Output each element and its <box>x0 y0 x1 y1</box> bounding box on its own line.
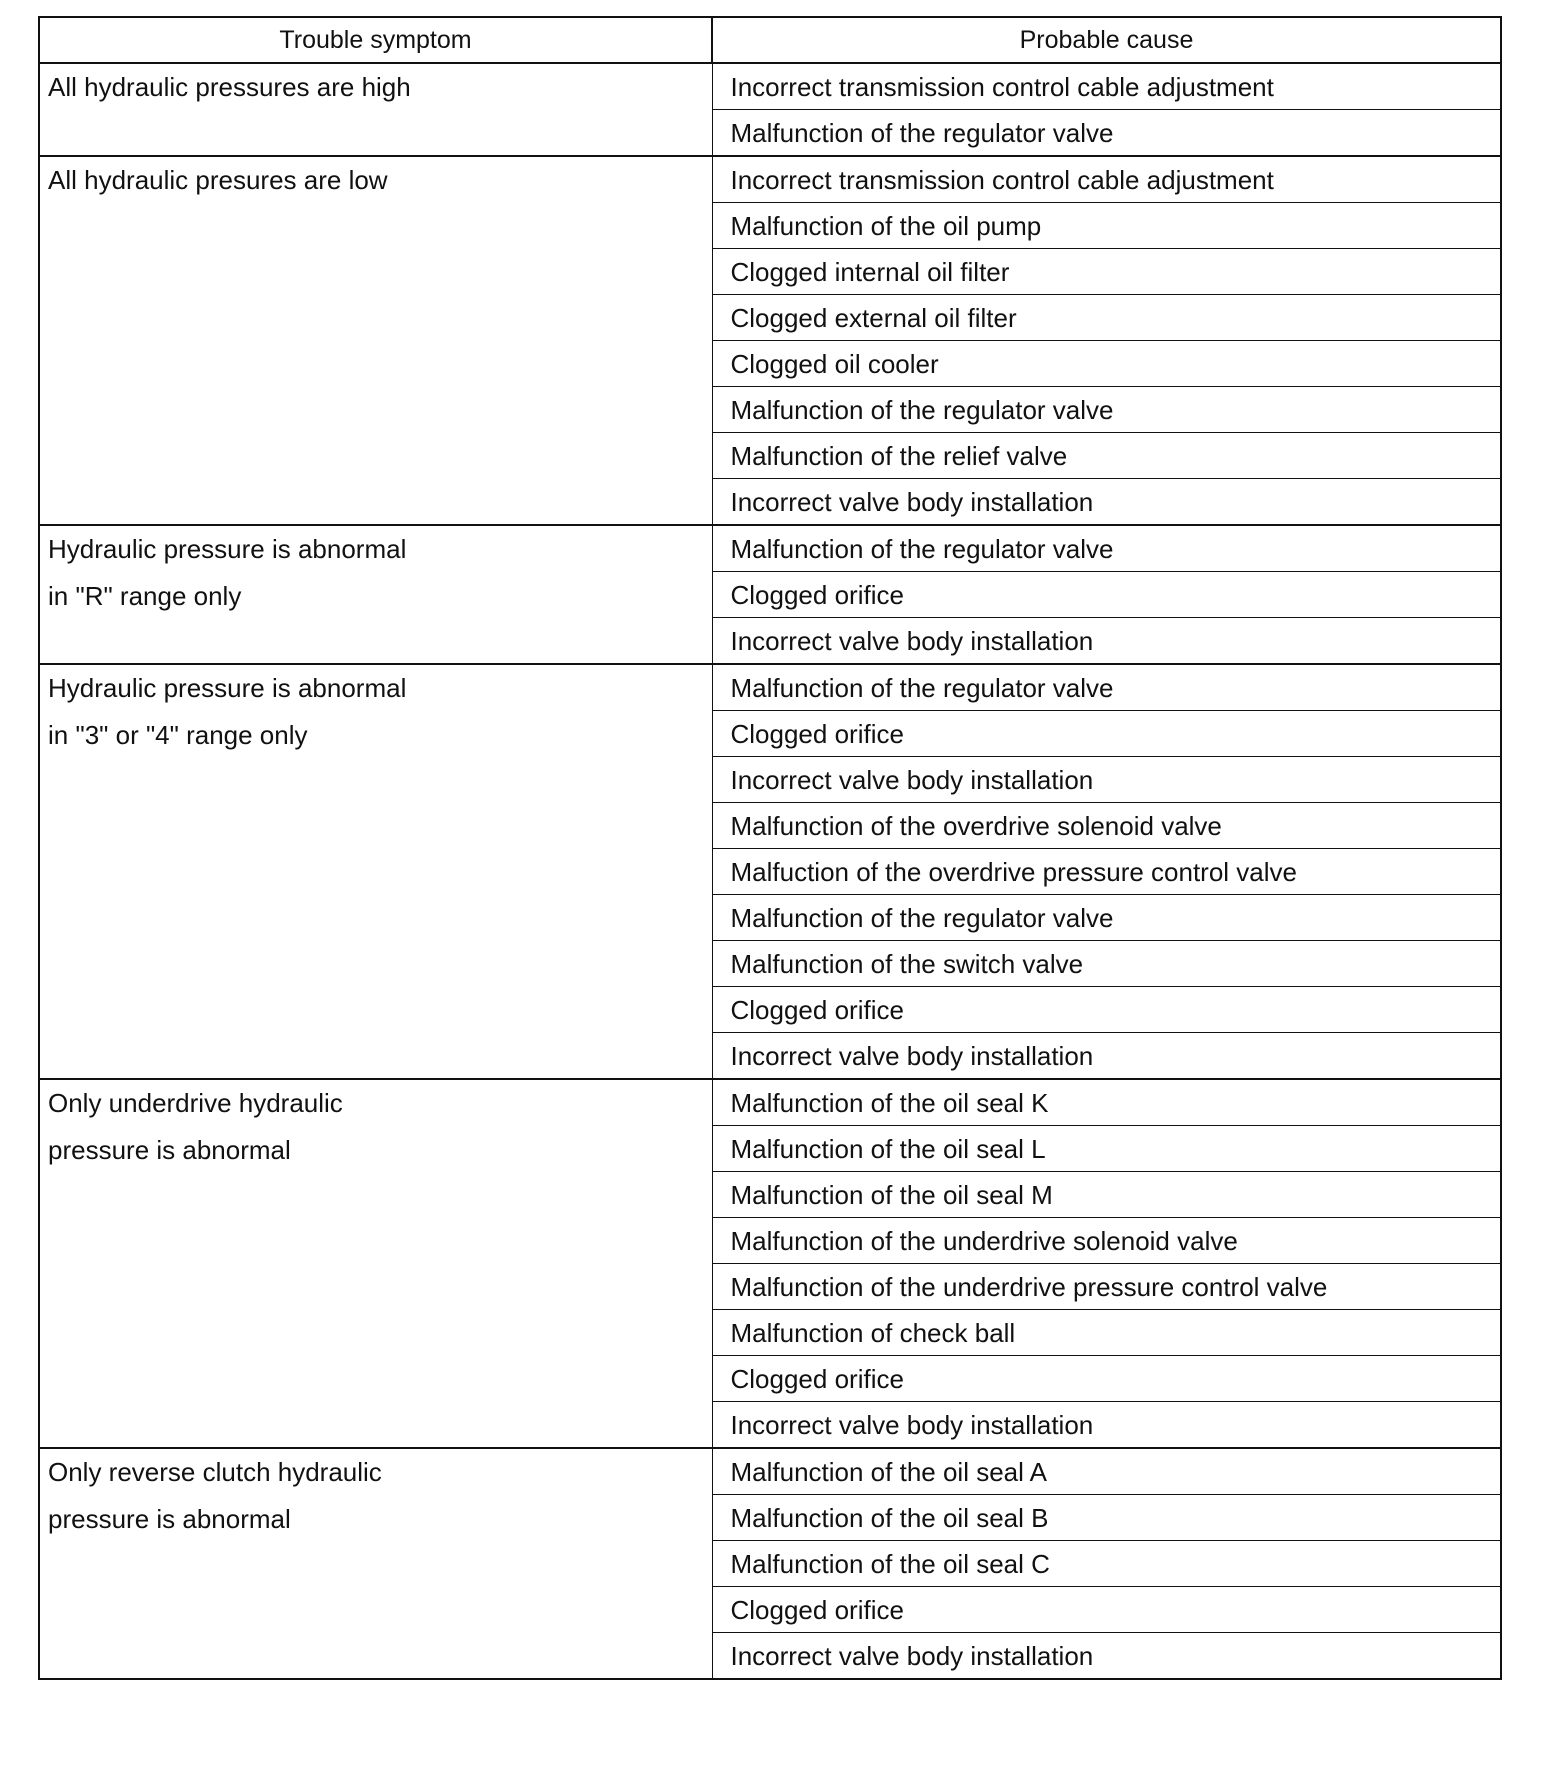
trouble-symptom-cell <box>39 63 712 156</box>
probable-cause-cell: Clogged orifice <box>712 1587 1501 1633</box>
probable-cause-cell: Malfunction of the overdrive solenoid valve <box>712 803 1501 849</box>
symptom-text: All hydraulic presures are low <box>48 165 388 195</box>
symptom-text: in "3" or "4" range only <box>48 720 308 750</box>
probable-cause-cell: Malfunction of check ball <box>712 1310 1501 1356</box>
probable-cause-cell: Malfunction of the regulator valve <box>712 664 1501 711</box>
symptom-text: All hydraulic pressures are high <box>48 72 411 102</box>
table-body <box>39 63 1501 1679</box>
symptom-text: Hydraulic pressure is abnormal <box>48 534 407 564</box>
probable-cause-cell: Incorrect valve body installation <box>712 479 1501 526</box>
probable-cause-cell: Malfunction of the oil seal B <box>712 1495 1501 1541</box>
table-row <box>39 63 1501 110</box>
probable-cause-cell: Malfunction of the oil seal M <box>712 1172 1501 1218</box>
header-row <box>39 17 1501 63</box>
symptom-text: in "R" range only <box>48 581 242 611</box>
symptom-text: pressure is abnormal <box>48 1504 291 1534</box>
probable-cause-cell: Incorrect valve body installation <box>712 1633 1501 1680</box>
probable-cause-cell: Clogged external oil filter <box>712 295 1501 341</box>
probable-cause-cell: Malfunction of the oil seal L <box>712 1126 1501 1172</box>
probable-cause-cell: Malfunction of the oil seal A <box>712 1448 1501 1495</box>
probable-cause-cell: Clogged orifice <box>712 711 1501 757</box>
probable-cause-cell: Malfunction of the regulator valve <box>712 525 1501 572</box>
trouble-symptom-cell <box>39 525 712 664</box>
probable-cause-cell: Incorrect valve body installation <box>712 1402 1501 1449</box>
probable-cause-cell: Malfunction of the regulator valve <box>712 895 1501 941</box>
probable-cause-cell: Clogged internal oil filter <box>712 249 1501 295</box>
probable-cause-cell: Clogged orifice <box>712 987 1501 1033</box>
probable-cause-cell: Clogged orifice <box>712 572 1501 618</box>
trouble-symptom-cell <box>39 1079 712 1448</box>
table-row <box>39 1079 1501 1126</box>
probable-cause-cell: Malfunction of the regulator valve <box>712 110 1501 157</box>
probable-cause-cell: Malfuction of the overdrive pressure control valve <box>712 849 1501 895</box>
probable-cause-cell: Incorrect valve body installation <box>712 618 1501 665</box>
symptom-text: pressure is abnormal <box>48 1135 291 1165</box>
table-row <box>39 1448 1501 1495</box>
probable-cause-cell: Malfunction of the switch valve <box>712 941 1501 987</box>
table-row <box>39 525 1501 572</box>
probable-cause-cell: Malfunction of the underdrive solenoid valve <box>712 1218 1501 1264</box>
symptom-text: Only underdrive hydraulic <box>48 1088 343 1118</box>
trouble-symptom-cell <box>39 1448 712 1679</box>
table-row <box>39 664 1501 711</box>
troubleshooting-table <box>38 16 1502 1680</box>
probable-cause-cell: Incorrect transmission control cable adjustment <box>712 63 1501 110</box>
symptom-text: Only reverse clutch hydraulic <box>48 1457 382 1487</box>
probable-cause-cell: Malfunction of the relief valve <box>712 433 1501 479</box>
probable-cause-cell: Malfunction of the underdrive pressure control valve <box>712 1264 1501 1310</box>
probable-cause-cell: Malfunction of the oil pump <box>712 203 1501 249</box>
probable-cause-cell: Incorrect transmission control cable adjustment <box>712 156 1501 203</box>
header-probable-cause: Probable cause <box>712 17 1501 63</box>
symptom-text: Hydraulic pressure is abnormal <box>48 673 407 703</box>
trouble-symptom-cell <box>39 156 712 525</box>
probable-cause-cell: Malfunction of the oil seal C <box>712 1541 1501 1587</box>
header-trouble-symptom: Trouble symptom <box>39 17 712 63</box>
table-row <box>39 156 1501 203</box>
trouble-symptom-cell <box>39 664 712 1079</box>
probable-cause-cell: Incorrect valve body installation <box>712 757 1501 803</box>
probable-cause-cell: Malfunction of the oil seal K <box>712 1079 1501 1126</box>
probable-cause-cell: Malfunction of the regulator valve <box>712 387 1501 433</box>
probable-cause-cell: Clogged oil cooler <box>712 341 1501 387</box>
probable-cause-cell: Clogged orifice <box>712 1356 1501 1402</box>
probable-cause-cell: Incorrect valve body installation <box>712 1033 1501 1080</box>
